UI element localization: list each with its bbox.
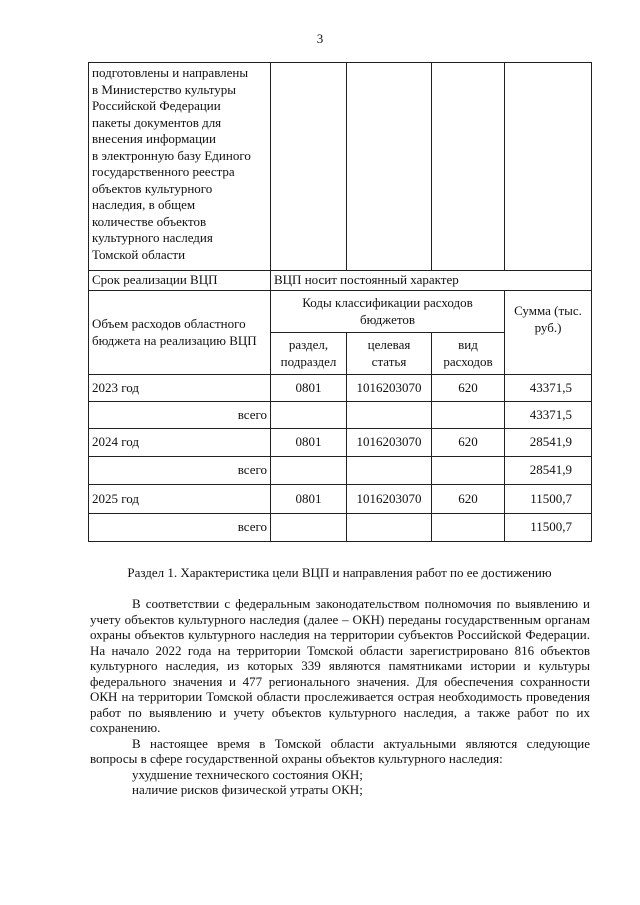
empty-cell: [347, 63, 432, 271]
table-row: [89, 375, 592, 402]
total-label-cell: всего: [89, 402, 271, 429]
body-text: [90, 596, 590, 798]
section-title: Раздел 1. Характеристика цели ВЦП и направления работ по ее достижению: [127, 565, 552, 580]
total-sum-cell: 43371,5: [505, 402, 592, 429]
empty-cell: [271, 63, 347, 271]
table-row: [89, 63, 592, 271]
total-label-cell: всего: [89, 457, 271, 485]
paragraph: В соответствии с федеральным законодательством полномочия по выявлению и учету объектов культурного наследия (далее – ОКН) переданы государственным органам охраны объектов культурного наследия на территории субъектов Российской Федерации. На начало 2022 года на территории Томской области зарегистрировано 816 объектов культурного наследия, из которых 339 являются памятниками истории и культуры федерального значения и 477 регионального значения. Для обеспечения сохранности ОКН на территории Томской области прослеживается острая необходимость проведения работ по выявлению и учету объектов культурного наследия, а также работ по их сохранению.: [90, 596, 590, 735]
total-sum-cell: 11500,7: [505, 514, 592, 542]
empty-cell: [271, 514, 347, 542]
target-code-cell: 1016203070: [347, 485, 432, 514]
type-code-cell: 620: [432, 375, 505, 402]
target-code-cell: 1016203070: [347, 429, 432, 457]
page-number: 3: [316, 31, 324, 46]
total-sum-cell: 28541,9: [505, 457, 592, 485]
empty-cell: [432, 63, 505, 271]
section-code-cell: 0801: [271, 375, 347, 402]
empty-cell: [347, 402, 432, 429]
empty-cell: [505, 63, 592, 271]
sum-header: Сумма (тыс. руб.): [505, 291, 592, 375]
col-target-header: целевая статья: [347, 333, 432, 375]
table-row: [89, 429, 592, 457]
codes-header: Коды классификации расходов бюджетов: [271, 291, 505, 333]
table-row: [89, 514, 592, 542]
paragraph: В настоящее время в Томской области актуальными являются следующие вопросы в сфере государственной охраны объектов культурного наследия:: [90, 735, 590, 766]
program-table: [88, 62, 592, 542]
total-label-cell: всего: [89, 514, 271, 542]
term-value: ВЦП носит постоянный характер: [271, 271, 592, 291]
section-code-cell: 0801: [271, 485, 347, 514]
empty-cell: [432, 402, 505, 429]
type-code-cell: 620: [432, 485, 505, 514]
empty-cell: [432, 457, 505, 485]
section-code-cell: 0801: [271, 429, 347, 457]
year-cell: 2023 год: [89, 375, 271, 402]
table-row: [89, 402, 592, 429]
empty-cell: [432, 514, 505, 542]
term-label: Срок реализации ВЦП: [89, 271, 271, 291]
list-item: ухудшение технического состояния ОКН;: [132, 766, 363, 782]
sum-cell: 43371,5: [505, 375, 592, 402]
table-row: [89, 485, 592, 514]
col-type-header: вид расходов: [432, 333, 505, 375]
col-section-header: раздел, подраздел: [271, 333, 347, 375]
sum-cell: 28541,9: [505, 429, 592, 457]
list-item: наличие рисков физической утраты ОКН;: [132, 782, 363, 797]
type-code-cell: 620: [432, 429, 505, 457]
table-row: [89, 291, 592, 333]
empty-cell: [271, 457, 347, 485]
empty-cell: [271, 402, 347, 429]
target-code-cell: 1016203070: [347, 375, 432, 402]
volume-label: Объем расходов областного бюджета на реализацию ВЦП: [89, 291, 271, 375]
table-row: [89, 271, 592, 291]
result-description-cell: подготовлены и направлены в Министерство культуры Российской Федерации пакеты документов для внесения информации в электронную базу Единого государственного реестра объектов культурного наследия, в общем количестве объектов культурного наследия Томской области: [89, 63, 271, 271]
sum-cell: 11500,7: [505, 485, 592, 514]
empty-cell: [347, 457, 432, 485]
year-cell: 2025 год: [89, 485, 271, 514]
year-cell: 2024 год: [89, 429, 271, 457]
empty-cell: [347, 514, 432, 542]
table-row: [89, 457, 592, 485]
